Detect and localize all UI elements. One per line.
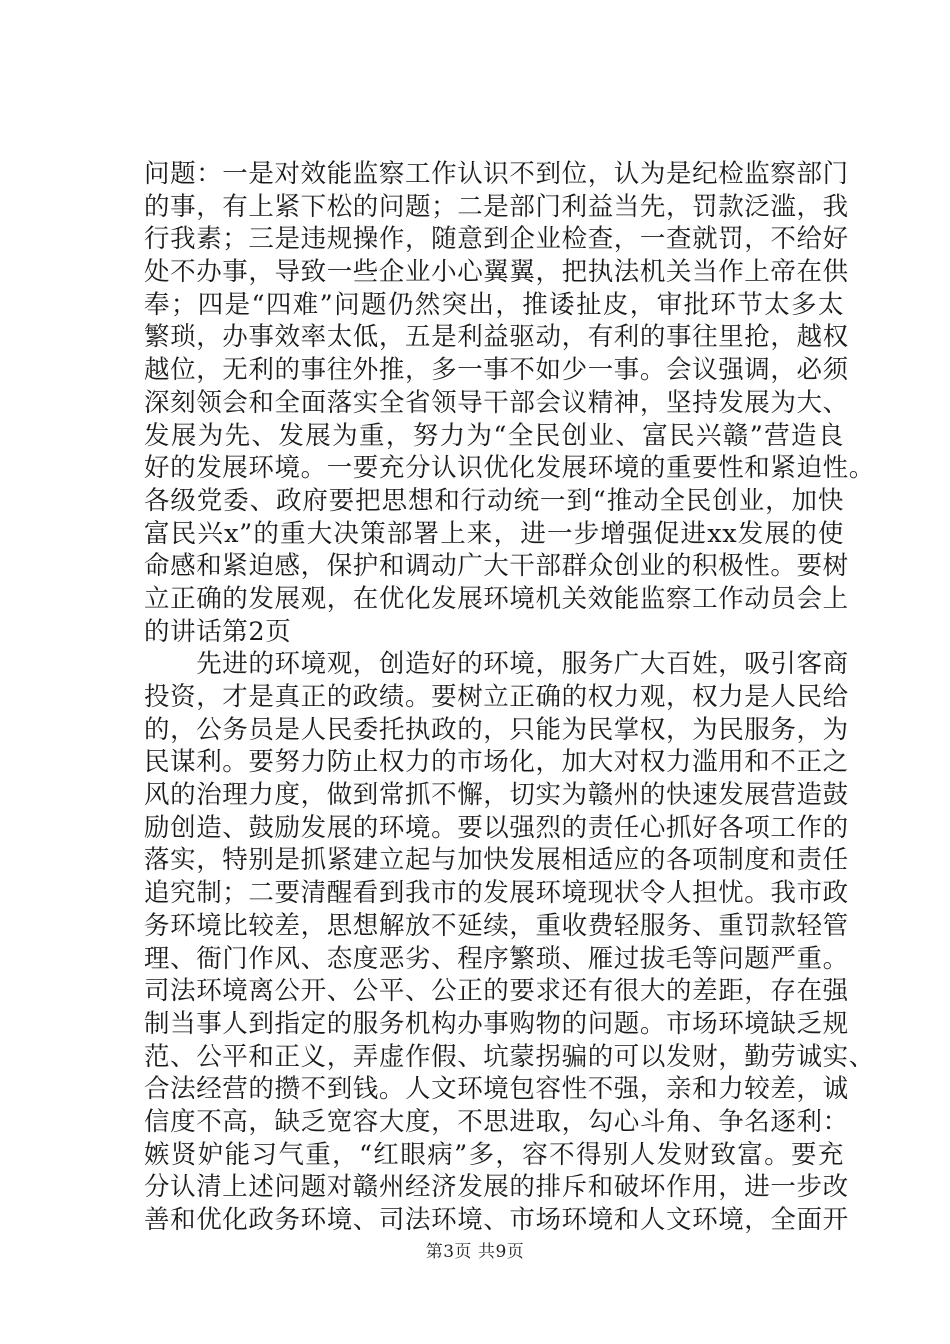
text-line: 务环境比较差，思想解放不延续，重收费轻服务、重罚款轻管 — [144, 910, 849, 941]
text-line: 分认清上述问题对赣州经济发展的排斥和破坏作用，进一步改 — [144, 1172, 849, 1203]
text-line: 司法环境离公开、公平、公正的要求还有很大的差距，存在强 — [144, 976, 849, 1007]
text-line: 落实，特别是抓紧建立起与加快发展相适应的各项制度和责任 — [144, 845, 849, 876]
text-line: 的讲话第2页 — [144, 616, 292, 647]
text-line: 信度不高，缺乏宽容大度，不思进取，勾心斗角、争名逐利： — [144, 1106, 849, 1137]
text-line: 各级党委、政府要把思想和行动统一到“推动全民创业，加快 — [144, 485, 844, 516]
text-line: 风的治理力度，做到常抓不懈，切实为赣州的快速发展营造鼓 — [144, 780, 849, 811]
text-line: 理、衙门作风、态度恶劣、程序繁琐、雁过拔毛等问题严重。 — [144, 943, 849, 974]
text-line: 行我素；三是违规操作，随意到企业检查，一查就罚，不给好 — [144, 224, 849, 255]
text-line: 嫉贤妒能习气重，“红眼病”多，容不得别人发财致富。要充 — [144, 1139, 844, 1170]
text-line: 范、公平和正义，弄虚作假、坑蒙拐骗的可以发财，勤劳诚实、 — [144, 1041, 875, 1072]
page-number-footer: 第3页 共9页 — [425, 1242, 525, 1262]
document-body — [144, 158, 875, 1237]
text-line: 善和优化政务环境、司法环境、市场环境和人文环境，全面开 — [144, 1205, 849, 1235]
text-line: 奉；四是“四难”问题仍然突出，推诿扯皮，审批环节太多太 — [144, 289, 844, 320]
text-line: 越位，无利的事往外推，多一事不如少一事。会议强调，必须 — [144, 355, 849, 386]
text-line: 立正确的发展观，在优化发展环境机关效能监察工作动员会上 — [144, 583, 849, 614]
text-line: 问题：一是对效能监察工作认识不到位，认为是纪检监察部门 — [144, 159, 849, 189]
text-line: 深刻领会和全面落实全省领导干部会议精神，坚持发展为大、 — [144, 387, 849, 418]
text-line: 民谋利。要努力防止权力的市场化，加大对权力滥用和不正之 — [144, 747, 849, 778]
text-line: 命感和紧迫感，保护和调动广大干部群众创业的积极性。要树 — [144, 551, 849, 582]
text-line: 好的发展环境。一要充分认识优化发展环境的重要性和紧迫性。 — [144, 453, 875, 484]
text-line: 繁琐，办事效率太低，五是利益驱动，有利的事往里抢，越权 — [144, 322, 849, 353]
paragraph-2 — [144, 648, 875, 1236]
text-line: 处不办事，导致一些企业小心翼翼，把执法机关当作上帝在供 — [144, 257, 849, 288]
text-line: 先进的环境观，创造好的环境，服务广大百姓，吸引客商 — [144, 649, 849, 680]
paragraph-1 — [144, 158, 875, 648]
text-line: 发展为先、发展为重，努力为“全民创业、富民兴赣”营造良 — [144, 420, 844, 451]
text-line: 富民兴x”的重大决策部署上来，进一步增强促进xx发展的使 — [144, 518, 844, 549]
text-line: 追究制；二要清醒看到我市的发展环境现状令人担忧。我市政 — [144, 878, 849, 909]
text-line: 励创造、鼓励发展的环境。要以强烈的责任心抓好各项工作的 — [144, 812, 849, 843]
text-line: 的事，有上紧下松的问题；二是部门利益当先，罚款泛滥，我 — [144, 191, 849, 222]
text-line: 制当事人到指定的服务机构办事购物的问题。市场环境缺乏规 — [144, 1008, 849, 1039]
text-line: 合法经营的攒不到钱。人文环境包容性不强，亲和力较差，诚 — [144, 1074, 849, 1105]
text-line: 投资，才是真正的政绩。要树立正确的权力观，权力是人民给 — [144, 682, 849, 712]
text-line: 的，公务员是人民委托执政的，只能为民掌权，为民服务，为 — [144, 714, 849, 745]
